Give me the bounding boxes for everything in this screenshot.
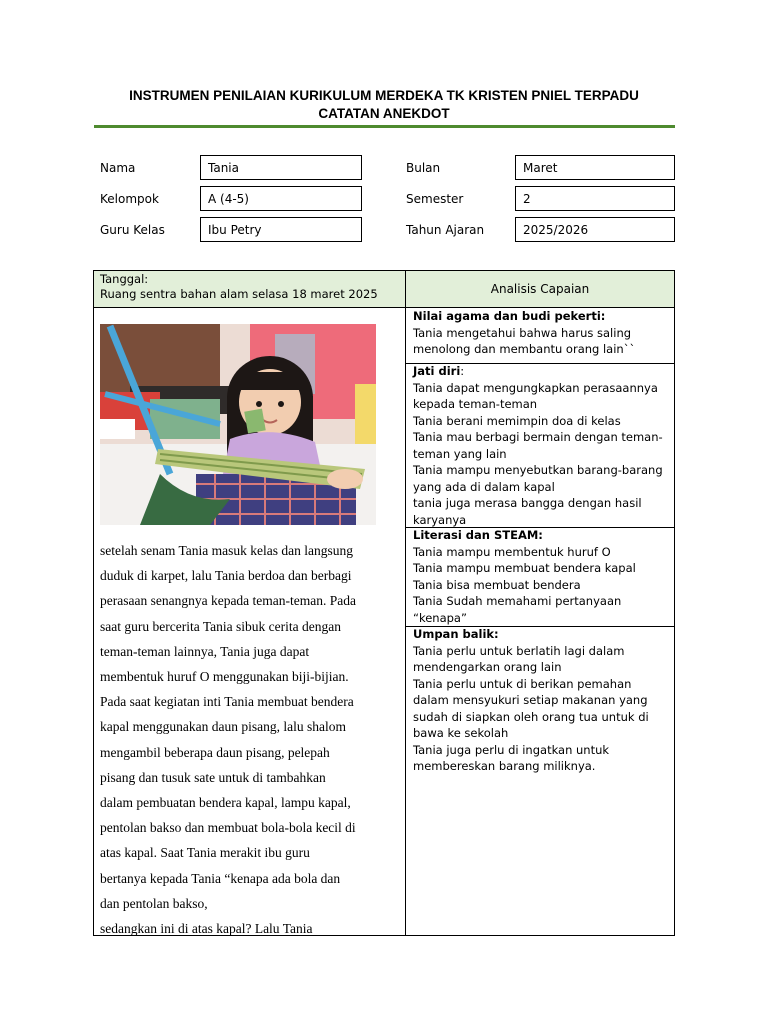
bulan-label: Bulan	[406, 161, 441, 175]
story-line: dalam pembuatan bendera kapal, lampu kapal,	[100, 795, 351, 811]
tahun-field: 2025/2026	[515, 217, 675, 242]
story-line: setelah senam Tania masuk kelas dan langsung	[100, 543, 353, 558]
story-line: Pada saat kegiatan inti Tania membuat bendera	[100, 694, 354, 710]
date-label: Tanggal:	[100, 272, 149, 286]
section-line: Tania perlu untuk berlatih lagi dalam	[413, 643, 625, 658]
section-line: teman yang lain	[413, 446, 507, 461]
section-line: Tania bisa membuat bendera	[413, 577, 581, 592]
section-heading: Literasi dan STEAM:	[413, 528, 543, 542]
nama-field: Tania	[200, 155, 362, 180]
story-line: saat guru bercerita Tania sibuk cerita dengan	[100, 618, 341, 634]
story-line: teman-teman lainnya, Tania juga dapat	[100, 643, 310, 659]
section-line: “kenapa”	[413, 610, 467, 625]
story-line: mengambil beberapa daun pisang, pelepah	[100, 744, 330, 760]
document-subtitle: CATATAN ANEKDOT	[318, 106, 450, 121]
table-header-analysis: Analisis Capaian	[406, 271, 674, 307]
column-divider	[405, 270, 406, 936]
section-line: Tania mampu membuat bendera kapal	[413, 561, 636, 575]
story-line: pentolan bakso dan membuat bola-bola kecil di	[100, 820, 356, 836]
section-line: Tania mampu membentuk huruf O	[413, 544, 611, 559]
guru-label: Guru Kelas	[100, 223, 165, 237]
section-line: kepada teman-teman	[413, 397, 538, 411]
section-umpan-balik	[413, 626, 673, 775]
date-value: Ruang sentra bahan alam selasa 18 maret 2025	[100, 287, 378, 301]
section-line: Tania Sudah memahami pertanyaan	[413, 594, 622, 608]
table-header-date	[94, 271, 405, 307]
tahun-label: Tahun Ajaran	[406, 223, 485, 237]
section-line: dalam mensyukuri setiap makanan yang	[413, 693, 648, 707]
semester-label: Semester	[406, 192, 464, 206]
document-title: INSTRUMEN PENILAIAN KURIKULUM MERDEKA TK KRISTEN PNIEL TERPADU	[129, 88, 639, 103]
nama-label: Nama	[100, 161, 136, 175]
story-line: perasaan senangnya kepada teman-teman. Pada	[100, 593, 357, 609]
section-line: Tania mau berbagi bermain dengan teman-	[413, 430, 663, 444]
section-line: tania juga merasa bangga dengan hasil	[413, 496, 642, 510]
story-line: membentuk huruf O menggunakan biji-bijian.	[100, 669, 349, 685]
story-line: sedangkan ini di atas kapal? Lalu Tania	[100, 921, 313, 937]
section-line: karyanya	[413, 512, 467, 527]
section-line: membereskan barang miliknya.	[413, 759, 596, 773]
anecdote-text	[100, 538, 402, 941]
guru-field: Ibu Petry	[200, 217, 362, 242]
kelompok-field: A (4-5)	[200, 186, 362, 211]
section-line: mendengarkan orang lain	[413, 660, 562, 674]
section-line: Tania mampu menyebutkan barang-barang	[413, 463, 663, 477]
section-line: Tania dapat mengungkapkan perasaannya	[413, 380, 658, 395]
section-heading-colon: :	[460, 364, 465, 378]
section-line: menolong dan membantu orang lain``	[413, 342, 636, 356]
section-jati-diri	[413, 363, 673, 528]
title-divider	[94, 125, 675, 128]
section-heading: Nilai agama dan budi pekerti:	[413, 309, 606, 323]
section-heading: Jati diri	[413, 364, 461, 378]
story-line: pisang dan tusuk sate untuk di tambahkan	[100, 769, 326, 785]
story-line: duduk di karpet, lalu Tania berdoa dan berbagi	[100, 568, 352, 584]
story-line: atas kapal. Saat Tania merakit ibu guru	[100, 845, 310, 861]
section-literasi-steam	[413, 527, 673, 626]
section-line: bawa ke sekolah	[413, 726, 509, 740]
semester-field: 2	[515, 186, 675, 211]
story-line: dan pentolan bakso,	[100, 895, 208, 911]
activity-photo	[100, 324, 376, 525]
section-line: yang ada di dalam kapal	[413, 479, 555, 494]
section-heading: Umpan balik:	[413, 627, 499, 641]
section-line: Tania juga perlu di ingatkan untuk	[413, 742, 610, 757]
kelompok-label: Kelompok	[100, 192, 159, 206]
section-line: Tania mengetahui bahwa harus saling	[413, 325, 632, 340]
section-line: Tania berani memimpin doa di kelas	[413, 413, 621, 428]
bulan-field: Maret	[515, 155, 675, 180]
section-line: Tania perlu untuk di berikan pemahan	[413, 676, 632, 691]
story-line: bertanya kepada Tania “kenapa ada bola dan	[100, 870, 341, 886]
section-line: sudah di siapkan oleh orang tua untuk di	[413, 709, 649, 724]
section-nilai-agama	[413, 308, 673, 358]
story-line: kapal menggunakan daun pisang, lalu shalom	[100, 719, 346, 735]
